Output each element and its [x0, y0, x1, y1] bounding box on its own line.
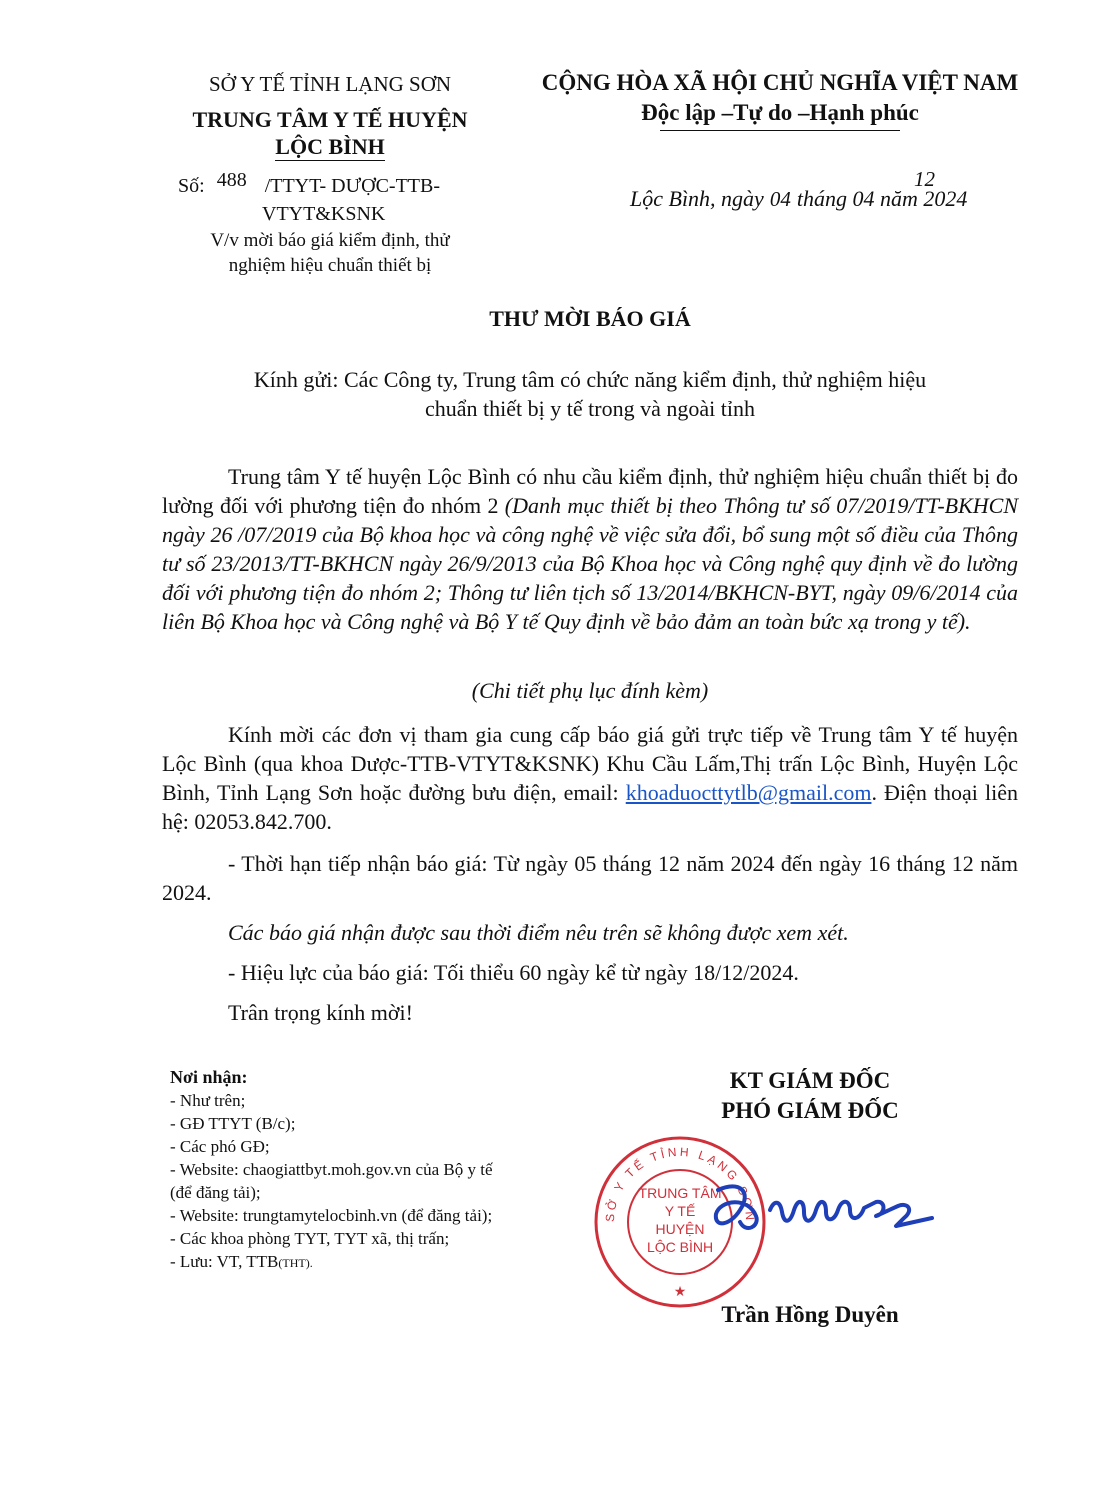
distribution-item: - Website: trungtamytelocbinh.vn (để đăng tải);: [170, 1206, 493, 1225]
place-and-date: [630, 186, 1060, 212]
distribution-heading: Nơi nhận:: [170, 1067, 248, 1087]
body-validity: - Hiệu lực của báo giá: Tối thiểu 60 ngày kể từ ngày 18/12/2024.: [228, 960, 799, 985]
date-month: 04: [852, 186, 875, 211]
appendix-note: (Chi tiết phụ lục đính kèm): [471, 678, 709, 703]
subject-line1: V/v mời báo giá kiểm định, thử: [210, 230, 450, 251]
doc-no-suffix1: /TTYT- DƯỢC-TTB-: [264, 175, 440, 197]
issuing-organization: [150, 106, 510, 160]
stamp-ring-text: SỞ Y TẾ TỈNH LẠNG SƠN: [602, 1144, 758, 1224]
body-paragraph-1: [162, 462, 1018, 636]
year-label: năm 2024: [879, 186, 968, 211]
distribution-item: - Lưu: VT, TTB(THT).: [170, 1252, 313, 1271]
document-number: [178, 169, 498, 228]
email-link[interactable]: khoaduocttytlb@gmail.com: [625, 780, 872, 805]
p1-legal-basis: (Danh mục thiết bị theo Thông tư số 07/2019/TT-BKHCN ngày 26 /07/2019 của Bộ khoa học và công nghệ về việc sửa đổi, bổ sung một số điều của Thông tư số 23/2013/TT-BKHCN ngày 26/9/2013 của Bộ Khoa học và Công nghệ quy định về đo lường đối với phương tiện đo nhóm 2; Thông tư liên tịch số 13/2014/BKHCN-BYT, ngày 09/6/2014 của liên Bộ Khoa học và Công nghệ và Bộ Y tế Quy định về bảo đảm an toàn bức xạ trong y tế).: [162, 493, 1018, 634]
org-name-line1: TRUNG TÂM Y TẾ HUYỆN: [192, 107, 468, 132]
document-subject: [160, 228, 500, 278]
stamp-line: LỘC BÌNH: [646, 1239, 714, 1255]
recipients-line2: chuẩn thiết bị y tế trong và ngoài tỉnh: [425, 396, 755, 421]
stamp-line: Y TẾ: [664, 1203, 696, 1219]
distribution-item: - GĐ TTYT (B/c);: [170, 1114, 296, 1133]
org-name-line2: LỘC BÌNH: [275, 134, 385, 159]
recipients: [180, 365, 1000, 423]
national-title: CỘNG HÒA XÃ HỘI CHỦ NGHĨA VIỆT NAM: [541, 70, 1019, 95]
body-paragraph-2: [162, 720, 1018, 836]
distribution-item: - Website: chaogiattbyt.moh.gov.vn của Bộ y tế: [170, 1160, 493, 1179]
month-label: tháng: [796, 186, 847, 211]
subject-line2: nghiệm hiệu chuẩn thiết bị: [228, 255, 432, 276]
national-motto: Độc lập –Tự do –Hạnh phúc: [641, 100, 919, 125]
handwritten-signature: [700, 1170, 940, 1250]
document-title: THƯ MỜI BÁO GIÁ: [489, 306, 691, 331]
motto-underline: [660, 130, 900, 131]
distribution-list: [170, 1066, 590, 1275]
body-late-notice: Các báo giá nhận được sau thời điểm nêu trên sẽ không được xem xét.: [228, 920, 849, 945]
date-day: 04: [769, 187, 791, 211]
p1-text: Trung tâm Y tế huyện Lộc Bình có nhu cầu kiểm định, thử nghiệm hiệu chuẩn thiết bị đo lường đối với phương tiện đo nhóm 2: [162, 464, 1018, 518]
recipients-line1: Kính gửi: Các Công ty, Trung tâm có chức năng kiểm định, thử nghiệm hiệu: [253, 367, 927, 392]
signatory-title: [650, 1066, 970, 1126]
p2-phone: . Điện thoại liên hệ: 02053.842.700.: [162, 780, 1018, 834]
issuing-authority: SỞ Y TẾ TỈNH LẠNG SƠN: [208, 72, 452, 96]
signatory-role2: PHÓ GIÁM ĐỐC: [721, 1098, 899, 1123]
distribution-item: (để đăng tải);: [170, 1183, 261, 1202]
stamp-line: TRUNG TÂM: [638, 1185, 722, 1201]
distribution-item: - Các phó GĐ;: [170, 1137, 270, 1156]
stamp-star-icon: ★: [673, 1285, 687, 1300]
stamp-line: HUYỆN: [655, 1221, 705, 1237]
doc-no-label: Số:: [178, 175, 205, 197]
signatory-role1: KT GIÁM ĐỐC: [729, 1068, 891, 1093]
doc-no-value: 488: [216, 169, 247, 191]
handwritten-month-correction: 12: [914, 167, 935, 191]
distribution-item: - Như trên;: [170, 1091, 246, 1110]
p2-text: Kính mời các đơn vị tham gia cung cấp báo giá gửi trực tiếp về Trung tâm Y tế huyện Lộc Bình (qua khoa Dược-TTB-VTYT&KSNK) Khu Cầu Lấm,Thị trấn Lộc Bình, Huyện Lộc Bình, Tỉnh Lạng Sơn hoặc đường bưu điện, email:: [162, 722, 1018, 805]
body-deadline: - Thời hạn tiếp nhận báo giá: Từ ngày 05 tháng 12 năm 2024 đến ngày 16 tháng 12 năm 2024.: [162, 851, 1018, 905]
body-closing: Trân trọng kính mời!: [228, 1000, 413, 1025]
place-label: Lộc Bình, ngày: [630, 186, 764, 211]
distribution-item: - Các khoa phòng TYT, TYT xã, thị trấn;: [170, 1229, 450, 1248]
doc-no-suffix2: VTYT&KSNK: [262, 203, 386, 225]
signer-name: Trần Hồng Duyên: [721, 1302, 899, 1327]
